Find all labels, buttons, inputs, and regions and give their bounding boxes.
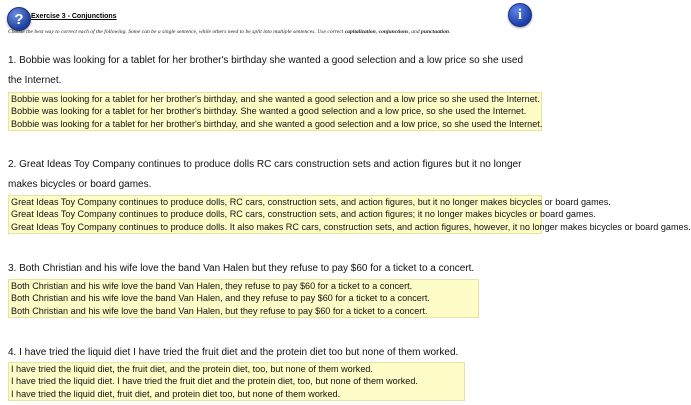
instructions-separator: , (375, 29, 379, 35)
instructions-end: . (449, 29, 451, 35)
question-4-prompt: 4. I have tried the liquid diet I have tried the fruit diet and the protein diet too but none of them worked. (8, 347, 459, 358)
question-1-option-1[interactable]: Bobbie was looking for a tablet for her brother's birthday, and she wanted a good selection and a low price so she used the Internet. (11, 94, 540, 104)
question-3-option-1[interactable]: Both Christian and his wife love the band Van Halen, they refuse to pay $60 for a ticket to a concert. (11, 281, 413, 291)
question-4-options (8, 362, 465, 401)
instructions-keyword-conjunctions: conjunctions (378, 29, 409, 35)
instructions-text: Choose the best way to correct each of the following. Some can be a single sentence, while others need to be split into multiple sentences. Use correct (8, 29, 345, 35)
info-icon[interactable]: i (508, 3, 532, 27)
question-4-option-2[interactable]: I have tried the liquid diet. I have tried the fruit diet and the protein diet, too, but none of them worked. (11, 376, 418, 387)
question-2-prompt: 2. Great Ideas Toy Company continues to produce dolls RC cars construction sets and action figures but it no longer makes bicycles or board games. (8, 159, 522, 190)
question-2-option-2[interactable]: Great Ideas Toy Company continues to produce dolls, RC cars, construction sets, and action figures; it no longer makes bicycles or board games. (11, 209, 596, 220)
question-1-option-2[interactable]: Bobbie was looking for a tablet for her brother's birthday. She wanted a good selection and a low price, so she used the Internet. (11, 106, 527, 117)
instructions-separator: , and (408, 29, 422, 35)
question-2-option-1[interactable]: Great Ideas Toy Company continues to produce dolls, RC cars, construction sets, and action figures, but it no longer makes bicycles or board games. (11, 197, 611, 207)
exercise-title: Exercise 3 - Conjunctions (31, 13, 117, 20)
question-1-options (8, 92, 542, 131)
question-4-option-1[interactable]: I have tried the liquid diet, the fruit diet, and the protein diet, too, but none of them worked. (11, 364, 373, 374)
question-3-option-3[interactable]: Both Christian and his wife love the band Van Halen, but they refuse to pay $60 for a ticket to a concert. (11, 305, 428, 316)
help-icon[interactable]: ? (7, 7, 31, 31)
question-3-options (8, 279, 479, 318)
question-1-option-3[interactable]: Bobbie was looking for a tablet for her brother's birthday, and she wanted a good selection and a low price, so she used the Internet. (11, 118, 543, 129)
question-1-prompt: 1. Bobbie was looking for a tablet for her brother's birthday she wanted a good selection and a low price so she used the Internet. (8, 55, 523, 86)
instructions (8, 29, 508, 37)
question-2-options (8, 195, 691, 234)
instructions-keyword-capitalization: capitalization (344, 29, 376, 35)
instructions-keyword-punctuation: punctuation (421, 29, 450, 35)
question-2-option-3[interactable]: Great Ideas Toy Company continues to produce dolls. It also makes RC cars, construction sets, and action figures, however, it no longer makes bicycles or board games. (11, 221, 691, 232)
question-3-option-2[interactable]: Both Christian and his wife love the band Van Halen, and they refuse to pay $60 for a ticket to a concert. (11, 293, 430, 304)
question-3-prompt: 3. Both Christian and his wife love the band Van Halen but they refuse to pay $60 for a ticket to a concert. (8, 263, 475, 274)
question-4-option-3[interactable]: I have tried the liquid diet, fruit diet, and protein diet too, but none of them worked. (11, 388, 341, 399)
